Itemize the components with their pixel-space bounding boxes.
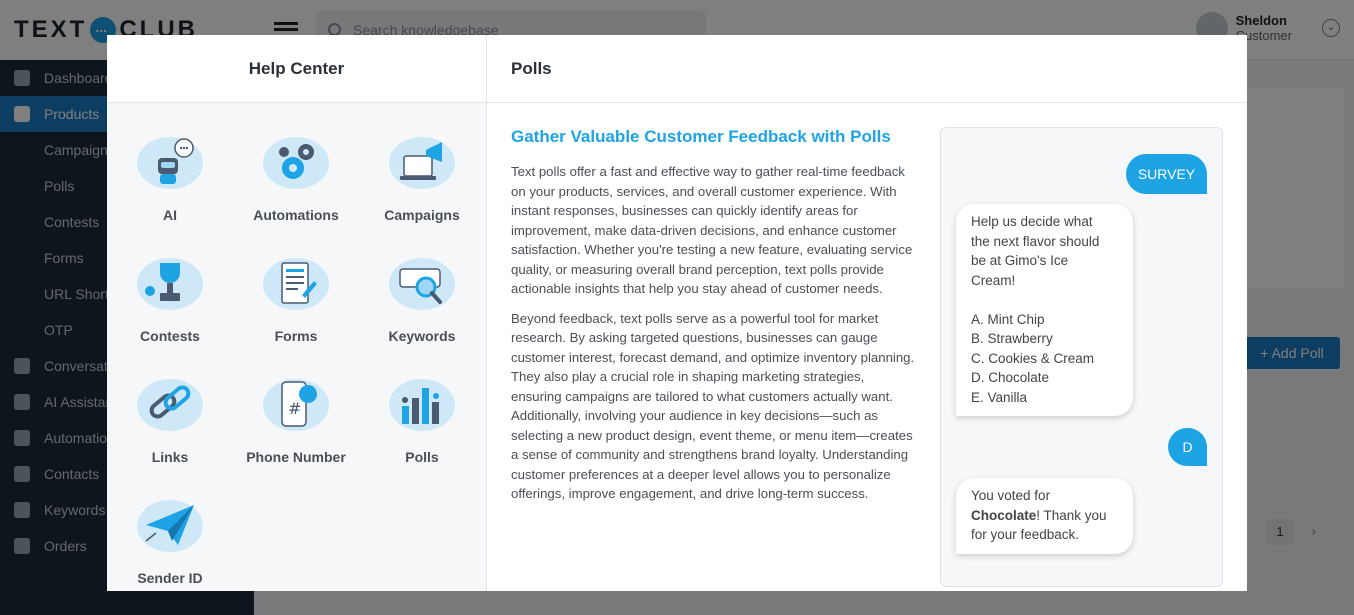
phone-hash-icon — [262, 376, 330, 432]
article-paragraph: Text polls offer a fast and effective way to gather real-time feedback on your products, services, and overall customer experience. With instant responses, businesses can quickly identify areas for improvement, make data-driven decisions, and enhance customer satisfaction. Whether you're testing a new feature, evaluating service quality, or measuring overall brand perception, text polls provide actionable insights that help you stay ahead of customer needs. — [511, 164, 913, 296]
topic-label: Sender ID — [137, 570, 203, 586]
article-section-title: Polls — [487, 35, 1247, 103]
chain-link-icon — [136, 376, 204, 432]
topic-sender-id[interactable] — [107, 480, 233, 591]
confirm-prefix: You voted for — [971, 488, 1051, 503]
topic-ai[interactable] — [107, 117, 233, 238]
message-line: the next flavor should — [971, 233, 1100, 249]
message-line — [971, 290, 1118, 310]
topic-label: Keywords — [388, 328, 456, 344]
incoming-message-confirmation — [956, 478, 1133, 554]
article-panel — [487, 35, 1247, 591]
gears-icon — [262, 134, 330, 190]
help-center-title: Help Center — [107, 35, 486, 103]
topic-label: Polls — [405, 449, 439, 465]
topic-label: Campaigns — [384, 207, 460, 223]
megaphone-laptop-icon — [388, 134, 456, 190]
topic-contests[interactable] — [107, 238, 233, 359]
help-center-modal — [107, 35, 1247, 591]
topic-label: AI — [163, 207, 177, 223]
ai-robot-icon — [136, 134, 204, 190]
confirm-suffix: ! Thank you for your feedback. — [971, 507, 1107, 542]
topic-label: Automations — [253, 207, 339, 223]
message-line: C. Cookies & Cream — [971, 350, 1095, 366]
topic-automations[interactable] — [233, 117, 359, 238]
confirm-choice: Chocolate — [971, 507, 1037, 523]
message-line: B. Strawberry — [971, 331, 1053, 346]
topic-polls[interactable] — [359, 359, 485, 480]
topic-forms[interactable] — [233, 238, 359, 359]
article-heading: Gather Valuable Customer Feedback with Polls — [511, 127, 891, 146]
message-line: be at Gimo's Ice — [971, 253, 1069, 268]
topic-label: Links — [151, 449, 189, 465]
help-center-panel — [107, 35, 487, 591]
outgoing-message-reply: D — [1168, 428, 1207, 466]
topic-links[interactable] — [107, 359, 233, 480]
trophy-icon — [136, 255, 204, 311]
topic-phone-number[interactable] — [233, 359, 359, 480]
svg-text:#: # — [288, 399, 302, 418]
form-document-icon — [262, 255, 330, 311]
message-line: A. Mint Chip — [971, 311, 1045, 327]
outgoing-message-keyword: SURVEY — [1126, 154, 1207, 194]
topic-keywords[interactable] — [359, 238, 485, 359]
topic-label: Phone Number — [246, 449, 346, 465]
topic-grid — [107, 103, 486, 591]
incoming-message-question — [956, 204, 1133, 416]
message-line: E. Vanilla — [971, 389, 1028, 405]
paper-plane-icon — [136, 497, 204, 553]
topic-campaigns[interactable] — [359, 117, 485, 238]
message-line: D. Chocolate — [971, 370, 1050, 385]
article-body — [511, 127, 915, 514]
message-line: Help us decide what — [971, 214, 1093, 229]
topic-label: Forms — [274, 328, 318, 344]
message-line: Cream! — [971, 272, 1016, 288]
bar-chart-people-icon — [388, 376, 456, 432]
topic-label: Contests — [140, 328, 200, 344]
article-paragraph: Beyond feedback, text polls serve as a powerful tool for market research. By asking targeted questions, businesses can gauge customer interest, forecast demand, and optimize inventory planning. They also play a crucial role in shaping marketing strategies, ensuring campaigns are tailored to what customers actually want. Additionally, involving your audience in key decisions—such as selecting a new product design, event theme, or menu item—creates a sense of community and strengthens brand loyalty. Understanding customer preferences at a deeper level allows you to personalize offerings, improve engagement, and drive long-term success. — [511, 310, 915, 501]
sms-preview — [940, 127, 1223, 587]
magnifier-keyboard-icon — [388, 255, 456, 311]
